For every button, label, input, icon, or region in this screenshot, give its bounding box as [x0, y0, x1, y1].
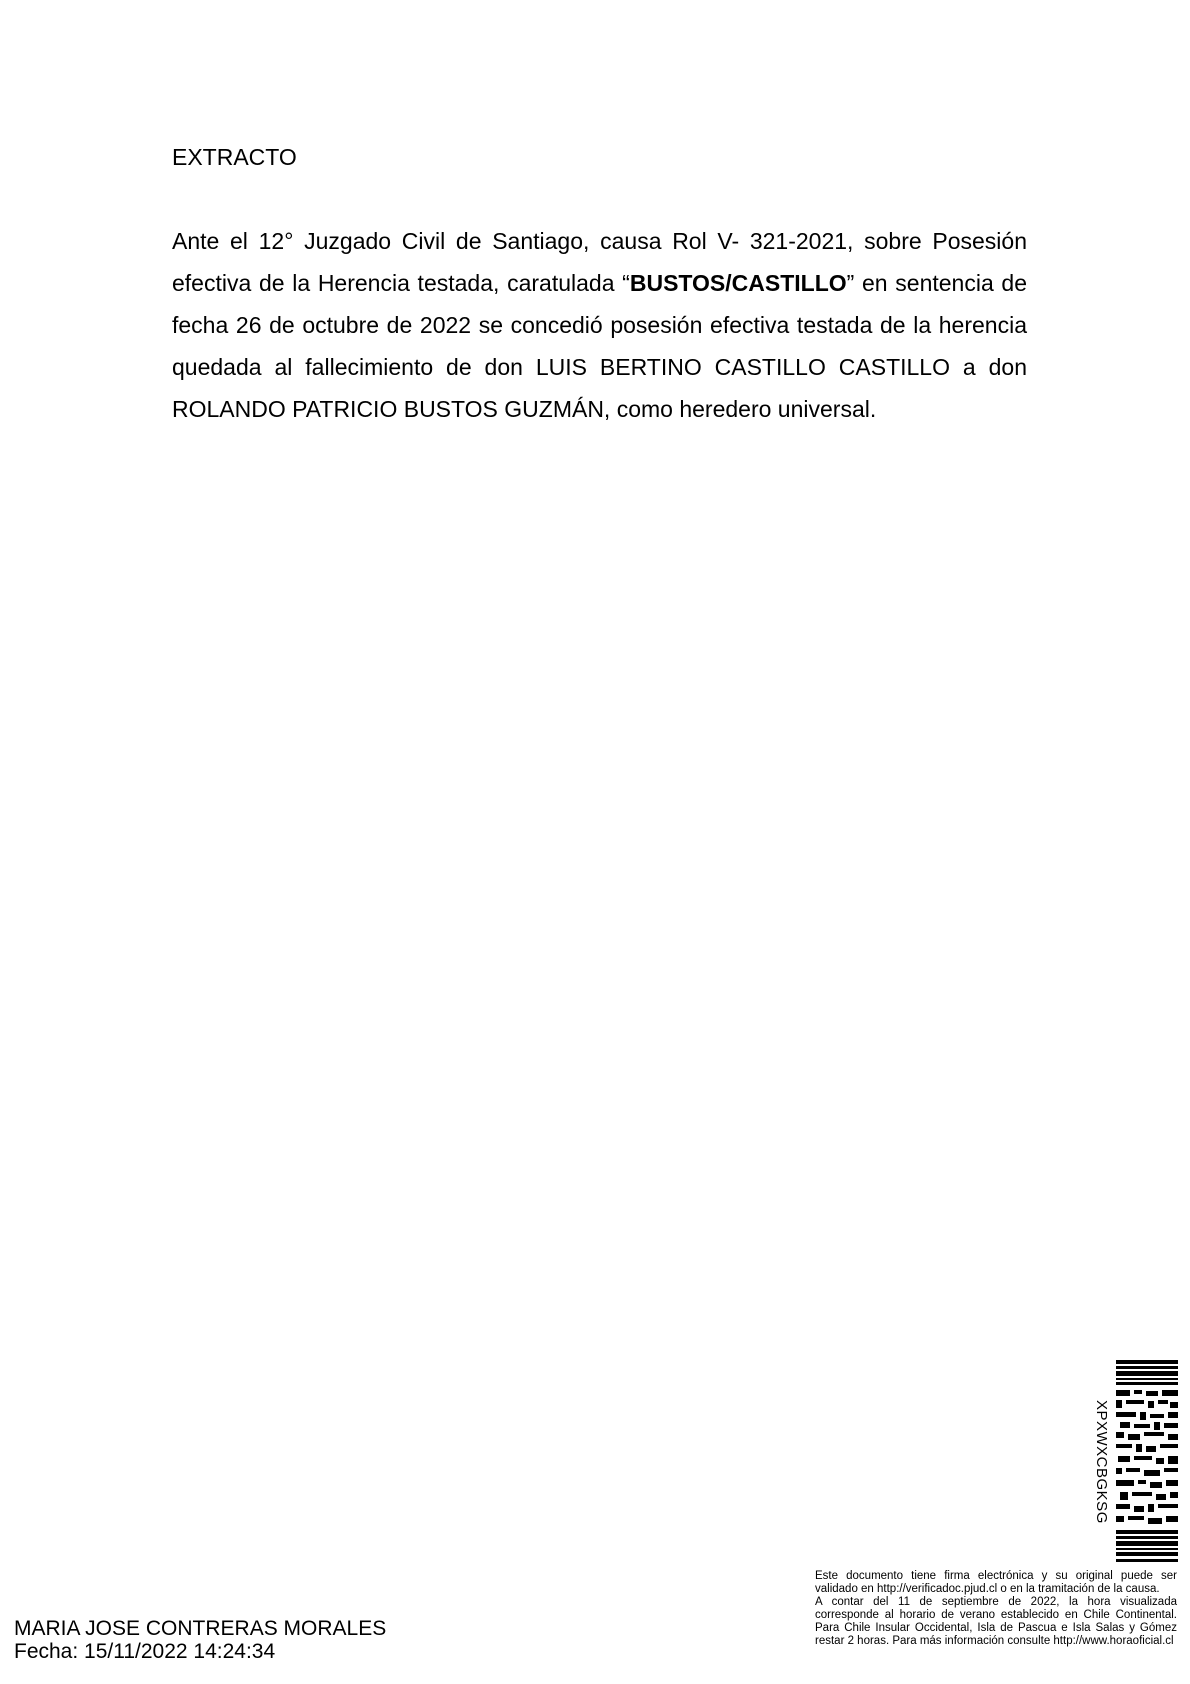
- signer-block: [14, 1617, 386, 1663]
- verification-code: XPXWXCBGKSG: [1093, 1400, 1110, 1524]
- verification-notice: Este documento tiene firma electrónica y su original puede ser validado en http://verificadoc.pjud.cl o en la tramitación de la causa.: [815, 1570, 1177, 1595]
- time-zone-notice: A contar del 11 de septiembre de 2022, la hora visualizada corresponde al horario de verano establecido en Chile Continental. Para Chile Insular Occidental, Isla de Pascua e Isla Salas y Gómez restar 2 horas. Para más información consulte http://www.horaoficial.cl: [815, 1596, 1177, 1647]
- paragraph-text-end: ” en sentencia de fecha 26 de octubre de 2022 se concedió posesión efectiva testada de la herencia quedada al fallecimiento de don LUIS BERTINO CASTILLO CASTILLO a don ROLANDO PATRICIO BUSTOS GUZMÁN, como heredero universal.: [172, 270, 1028, 422]
- case-title: BUSTOS/CASTILLO: [629, 270, 847, 296]
- signature-date: Fecha: 15/11/2022 14:24:34: [14, 1640, 276, 1663]
- paragraph-text-start: Ante el 12° Juzgado Civil de Santiago, causa Rol V- 321-2021, sobre Posesión efectiva de la Herencia testada, caratulada “: [172, 228, 1027, 296]
- verification-barcode: [1116, 1360, 1178, 1564]
- electronic-signature-disclaimer: [815, 1570, 1177, 1648]
- extract-paragraph: [172, 220, 1027, 430]
- document-heading: EXTRACTO: [172, 144, 297, 170]
- signer-name: MARIA JOSE CONTRERAS MORALES: [14, 1617, 387, 1640]
